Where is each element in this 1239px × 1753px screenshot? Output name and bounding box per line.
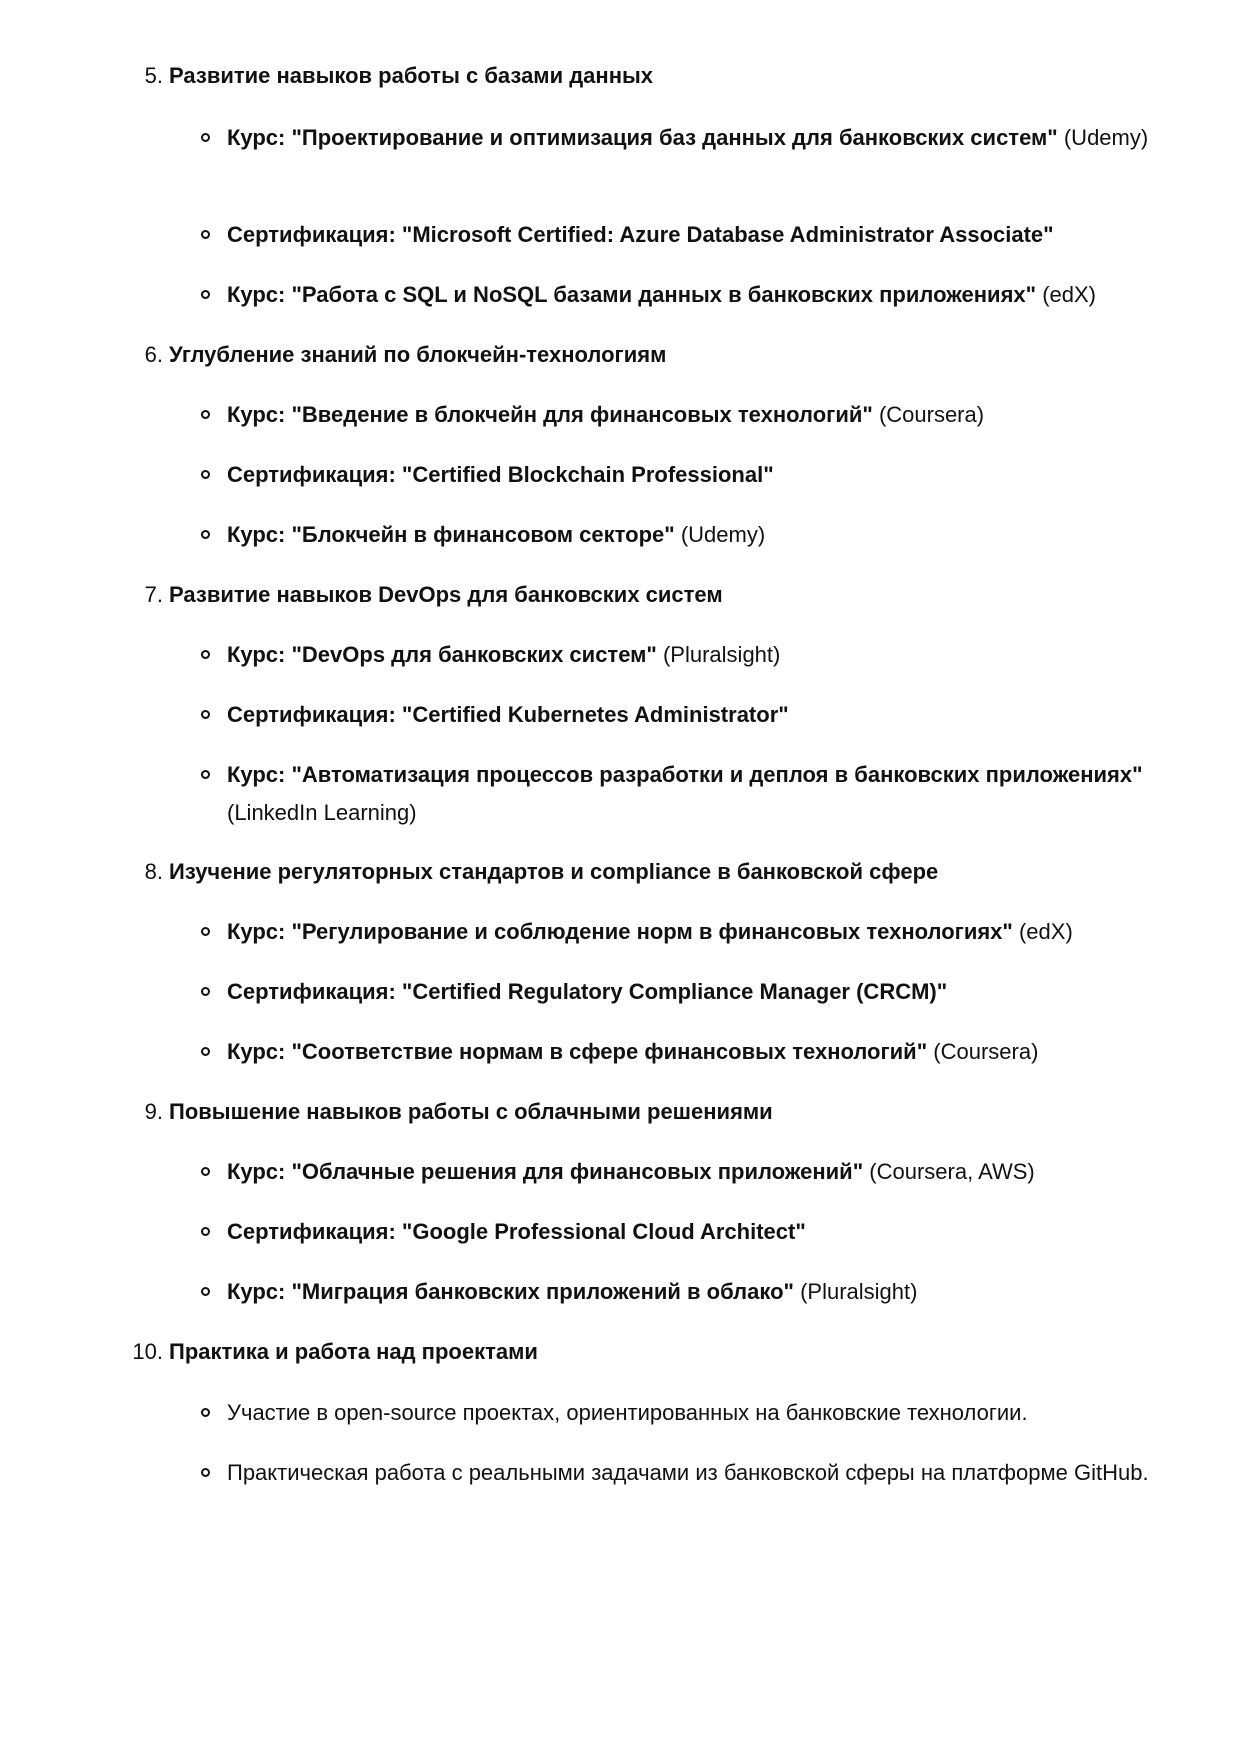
item-bold-text: Сертификация: "Certified Regulatory Compliance Manager (CRCM)" [227,979,948,1004]
item-source-text: (Coursera, AWS) [869,1159,1035,1184]
circle-bullet-icon [201,770,210,779]
list-item [227,276,1177,314]
circle-bullet-icon [201,133,210,142]
item-bold-text: Курс: "Миграция банковских приложений в облако" [227,1279,794,1304]
item-source-text: (Udemy) [680,522,766,547]
section-heading [144,1093,773,1131]
section-heading [144,336,667,374]
circle-bullet-icon [201,1047,210,1056]
list-item [227,636,1157,674]
item-bold-text: Курс: "Соответствие нормам в сфере финансовых технологий" [227,1039,928,1064]
section-number: 7. [144,582,163,607]
item-source-text: (LinkedIn Learning) [227,800,417,825]
list-item [227,1273,1157,1311]
list-item [227,1454,1157,1492]
circle-bullet-icon [201,230,210,239]
circle-bullet-icon [201,650,210,659]
section-title: Развитие навыков работы с базами данных [169,63,654,88]
item-bold-text: Сертификация: "Google Professional Cloud Architect" [227,1219,806,1244]
section-number: 9. [144,1099,163,1124]
list-item [227,696,1157,734]
section-number: 10. [132,1339,163,1364]
item-source-text: (Coursera) [933,1039,1039,1064]
section-number: 5. [144,63,163,88]
item-bold-text: Сертификация: "Microsoft Certified: Azure Database Administrator Associate" [227,222,1054,247]
item-bold-text: Курс: "Регулирование и соблюдение норм в финансовых технологиях" [227,919,1013,944]
circle-bullet-icon [201,1287,210,1296]
section-number: 8. [144,859,163,884]
section-title: Практика и работа над проектами [169,1339,538,1364]
item-bold-text: Курс: "Блокчейн в финансовом секторе" [227,522,675,547]
circle-bullet-icon [201,410,210,419]
circle-bullet-icon [201,470,210,479]
list-item [227,1213,1157,1251]
section-number: 6. [144,342,163,367]
circle-bullet-icon [201,290,210,299]
circle-bullet-icon [201,1408,210,1417]
circle-bullet-icon [201,1227,210,1236]
list-item [227,913,1157,951]
item-bold-text: Курс: "Проектирование и оптимизация баз данных для банковских систем" [227,125,1058,150]
item-source-text: (edX) [1042,282,1096,307]
item-text: Практическая работа с реальными задачами из банковской сферы на платформе GitHub. [227,1460,1149,1485]
item-bold-text: Сертификация: "Certified Kubernetes Administrator" [227,702,789,727]
circle-bullet-icon [201,927,210,936]
section-title: Изучение регуляторных стандартов и compliance в банковской сфере [169,859,939,884]
circle-bullet-icon [201,1167,210,1176]
item-bold-text: Курс: "Введение в блокчейн для финансовых технологий" [227,402,873,427]
circle-bullet-icon [201,530,210,539]
item-bold-text: Курс: "Облачные решения для финансовых приложений" [227,1159,864,1184]
section-heading [132,1333,538,1371]
list-item [227,1394,1157,1432]
item-source-text: (Pluralsight) [800,1279,918,1304]
section-heading [144,576,723,614]
item-bold-text: Курс: "DevOps для банковских систем" [227,642,657,667]
section-heading [144,853,939,891]
item-source-text: (Udemy) [1063,125,1149,150]
item-bold-text: Сертификация: "Certified Blockchain Professional" [227,462,774,487]
item-bold-text: Курс: "Автоматизация процессов разработки и деплоя в банковских приложениях" [227,762,1143,787]
item-source-text: (Pluralsight) [662,642,781,667]
item-bold-text: Курс: "Работа с SQL и NoSQL базами данных в банковских приложениях" [227,282,1037,307]
list-item [227,396,1157,434]
section-title: Углубление знаний по блокчейн-технологиям [169,342,667,367]
item-source-text: (edX) [1018,919,1073,944]
section-title: Развитие навыков DevOps для банковских систем [169,582,723,607]
list-item [227,216,1157,254]
section-title: Повышение навыков работы с облачными решениями [169,1099,773,1124]
list-item [227,973,1157,1011]
list-item [227,119,1157,157]
list-item [227,456,1157,494]
circle-bullet-icon [201,710,210,719]
circle-bullet-icon [201,1468,210,1477]
list-item [227,1033,1157,1071]
section-heading [144,57,654,95]
list-item [227,756,1157,832]
item-source-text: (Coursera) [878,402,985,427]
list-item [227,1153,1157,1191]
list-item [227,516,1157,554]
circle-bullet-icon [201,987,210,996]
item-text: Участие в open-source проектах, ориентированных на банковские технологии. [227,1400,1028,1425]
